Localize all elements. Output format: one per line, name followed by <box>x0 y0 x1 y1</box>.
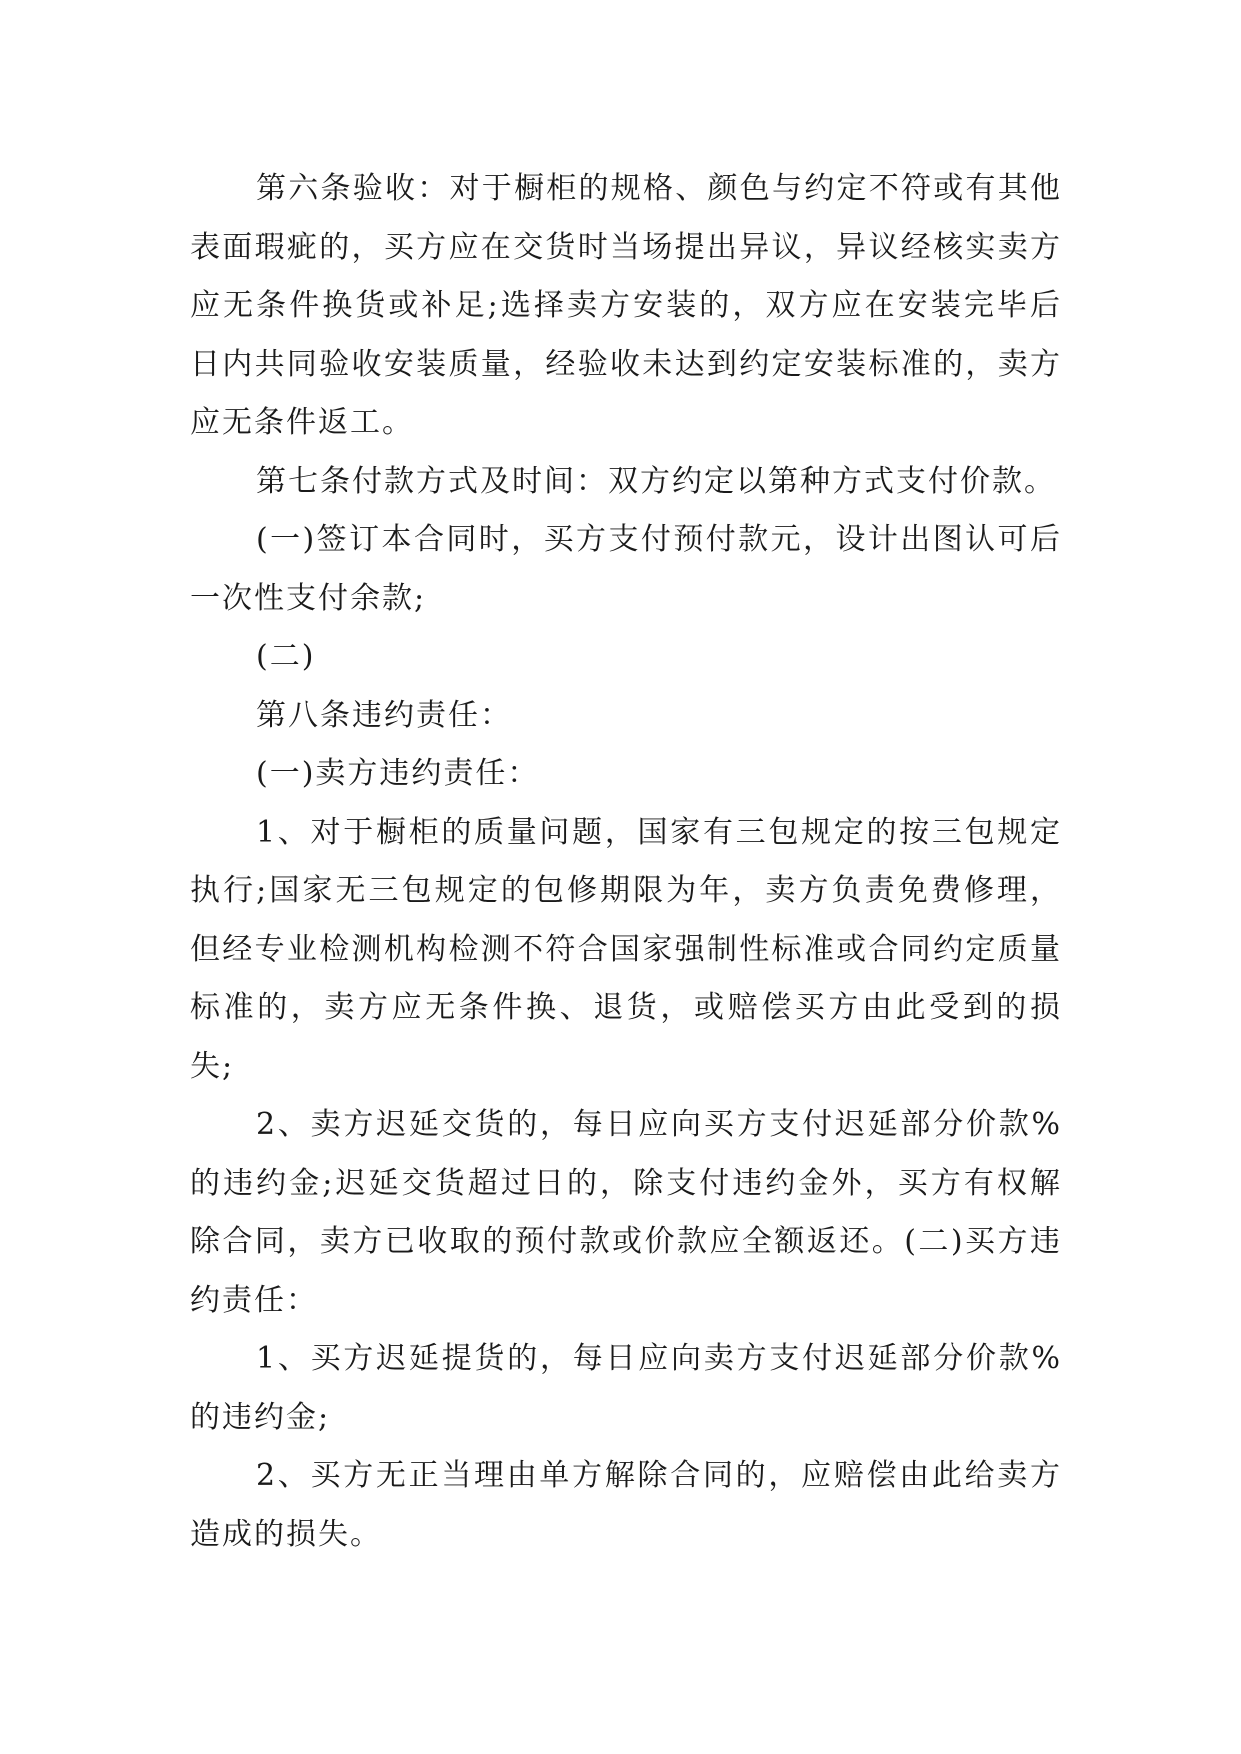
payment-option-1: (一)签订本合同时，买方支付预付款元，设计出图认可后一次性支付余款; <box>190 522 1062 616</box>
clause-6-acceptance: 第六条验收：对于橱柜的规格、颜色与约定不符或有其他表面瑕疵的，买方应在交货时当场提出异议，异议经核实卖方应无条件换货或补足;选择卖方安装的，双方应在安装完毕后日内共同验收安装质量，经验收未达到约定安装标准的，卖方应无条件返工。 <box>190 171 1062 440</box>
payment-option-2: (二) <box>256 639 316 674</box>
seller-liability-item-2: 2、卖方迟延交货的，每日应向买方支付迟延部分价款%的违约金;迟延交货超过日的，除支付违约金外，买方有权解除合同，卖方已收取的预付款或价款应全额返还。(二)买方违约责任： <box>190 1107 1062 1318</box>
seller-liability-heading: (一)卖方违约责任： <box>256 756 540 791</box>
document-body <box>190 160 1062 1564</box>
clause-8-liability: 第八条违约责任： <box>256 697 512 733</box>
buyer-liability-item-2: 2、买方无正当理由单方解除合同的，应赔偿由此给卖方造成的损失。 <box>190 1458 1062 1552</box>
buyer-liability-item-1: 1、买方迟延提货的，每日应向卖方支付迟延部分价款%的违约金; <box>190 1341 1062 1435</box>
clause-7-payment: 第七条付款方式及时间：双方约定以第种方式支付价款。 <box>256 463 1056 499</box>
seller-liability-item-1: 1、对于橱柜的质量问题，国家有三包规定的按三包规定执行;国家无三包规定的包修期限为年，卖方负责免费修理，但经专业检测机构检测不符合国家强制性标准或合同约定质量标准的，卖方应无条件换、退货，或赔偿买方由此受到的损失; <box>190 814 1062 1084</box>
